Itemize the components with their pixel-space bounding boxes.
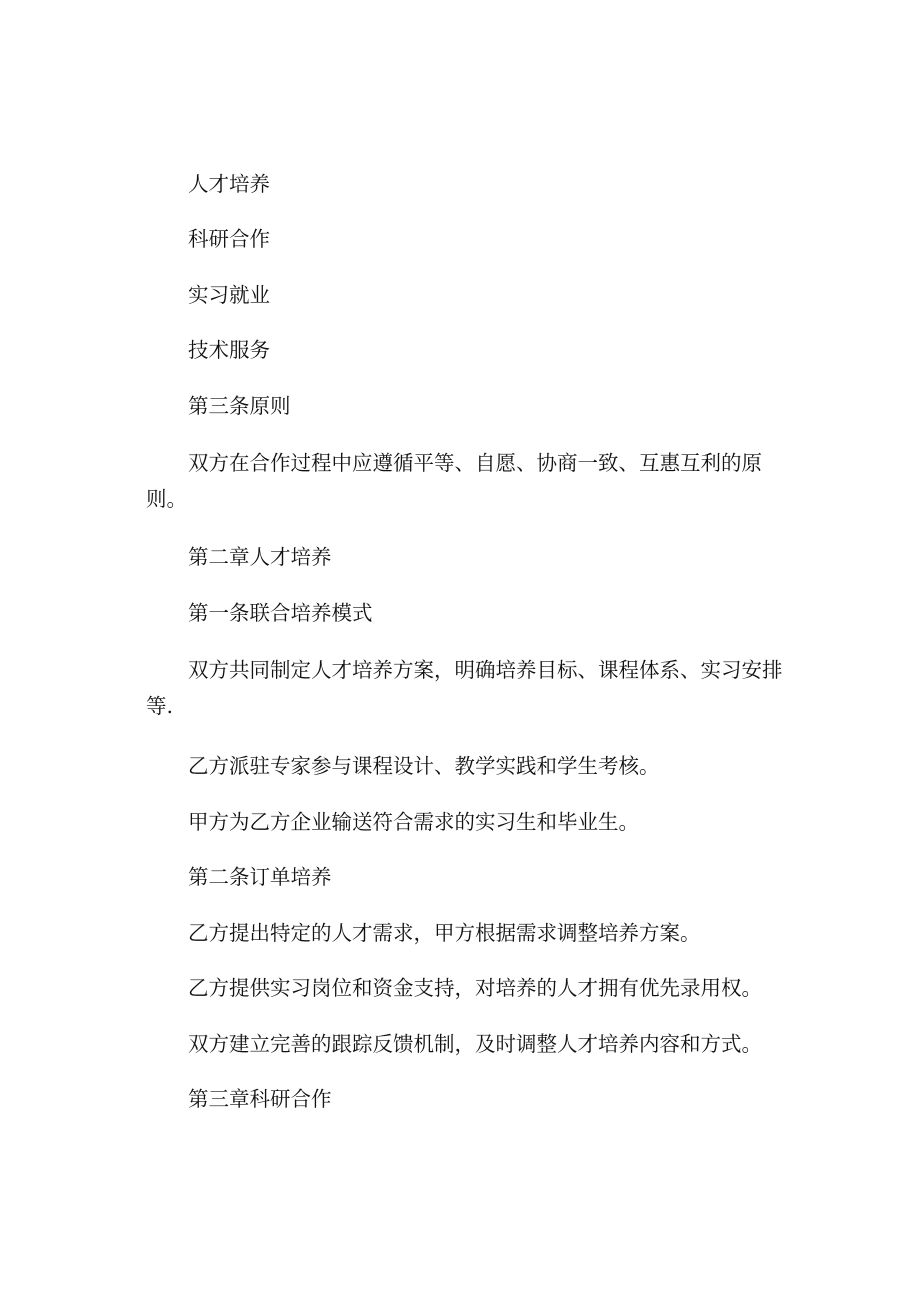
list-item-research-cooperation: 科研合作 xyxy=(188,227,270,251)
paragraph-graduates: 甲方为乙方企业输送符合需求的实习生和毕业生。 xyxy=(188,810,639,834)
paragraph-internship-funding: 乙方提供实习岗位和资金支持，对培养的人才拥有优先录用权。 xyxy=(188,976,762,1000)
list-item-talent-training: 人才培养 xyxy=(188,172,270,196)
paragraph-experts: 乙方派驻专家参与课程设计、教学实践和学生考核。 xyxy=(188,754,660,778)
paragraph-talent-needs: 乙方提出特定的人才需求，甲方根据需求调整培养方案。 xyxy=(188,921,701,945)
paragraph-principles: 双方在合作过程中应遵循平等、自愿、协商一致、互惠互利的原则。 xyxy=(146,451,762,511)
chapter-heading-talent-training: 第二章人才培养 xyxy=(188,545,332,569)
chapter-heading-research-cooperation: 第三章科研合作 xyxy=(188,1087,332,1111)
article-heading-order-training: 第二条订单培养 xyxy=(188,865,332,889)
paragraph-feedback: 双方建立完善的跟踪反馈机制，及时调整人才培养内容和方式。 xyxy=(188,1032,762,1056)
article-heading-joint-training: 第一条联合培养模式 xyxy=(188,601,373,625)
list-item-internship-employment: 实习就业 xyxy=(188,283,270,307)
paragraph-joint-plan: 双方共同制定人才培养方案，明确培养目标、课程体系、实习安排等. xyxy=(146,658,783,718)
list-item-technical-service: 技术服务 xyxy=(188,338,270,362)
article-heading-principles: 第三条原则 xyxy=(188,394,291,418)
